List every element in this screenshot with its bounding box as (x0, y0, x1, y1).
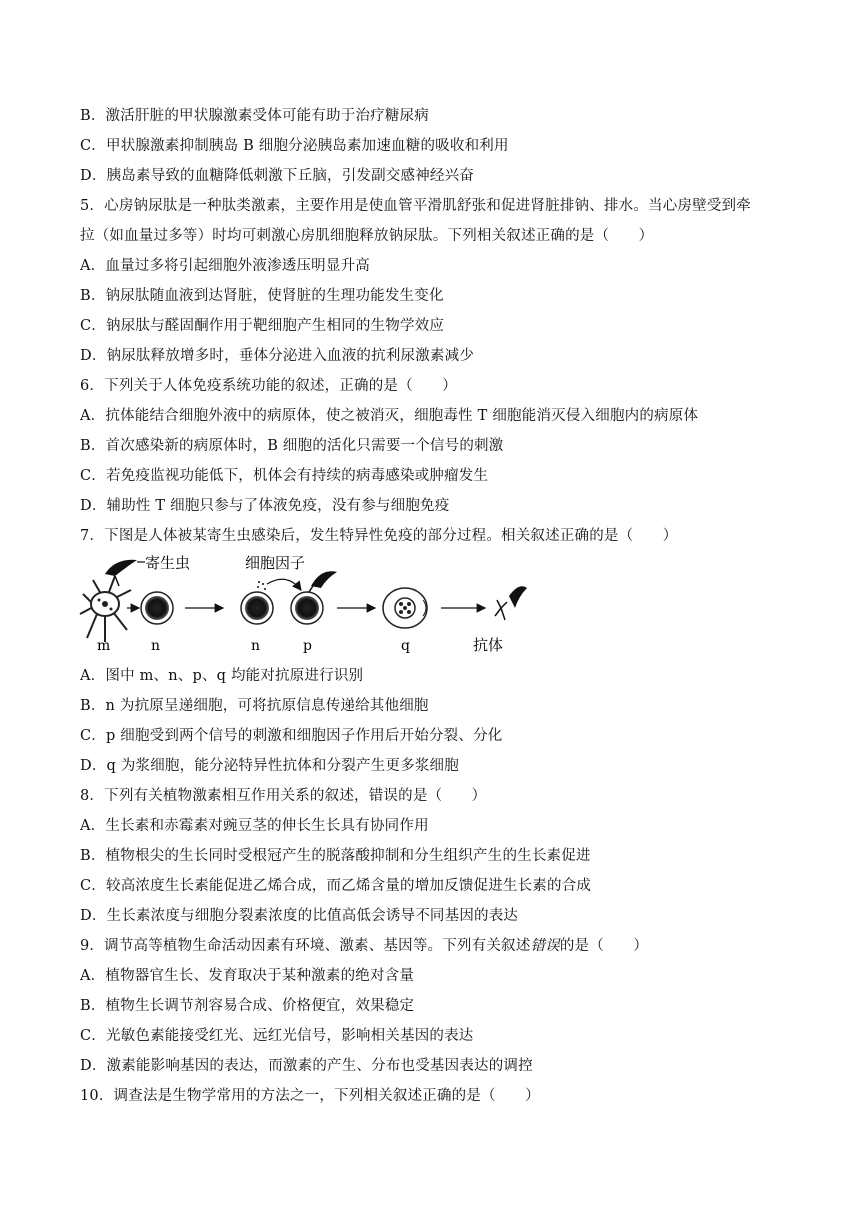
antibody-icon (495, 586, 527, 620)
label-n-first: n (151, 638, 161, 654)
q5-stem-line1: 5．心房钠尿肽是一种肽类激素，主要作用是使血管平滑肌舒张和促进肾脏排钠、排水。当心房壁受到牵 (80, 198, 751, 214)
label-m: m (97, 638, 111, 654)
parasite-icon (105, 560, 137, 586)
parasite-label: 寄生虫 (145, 554, 191, 572)
q7-option-b: B．n 为抗原呈递细胞，可将抗原信息传递给其他细胞 (80, 698, 429, 714)
q8-option-b: B．植物根尖的生长同时受根冠产生的脱落酸抑制和分生组织产生的生长素促进 (80, 848, 591, 864)
cytokine-dots (257, 581, 266, 590)
cell-n-first (141, 592, 173, 624)
q8-stem: 8．下列有关植物激素相互作用关系的叙述，错误的是（ ） (80, 788, 487, 804)
q5-option-d: D．钠尿肽释放增多时，垂体分泌进入血液的抗利尿激素减少 (80, 348, 475, 364)
q9-stem-emphasis: 错误 (530, 938, 560, 954)
q6-option-c: C．若免疫监视功能低下，机体会有持续的病毒感染或肿瘤发生 (80, 468, 489, 484)
q10-stem: 10．调查法是生物学常用的方法之一，下列相关叙述正确的是（ ） (80, 1088, 540, 1104)
q6-option-d: D．辅助性 T 细胞只参与了体液免疫，没有参与细胞免疫 (80, 498, 450, 514)
q7-option-c: C．p 细胞受到两个信号的刺激和细胞因子作用后开始分裂、分化 (80, 728, 503, 744)
cell-q (383, 588, 427, 628)
q9-option-a: A．植物器官生长、发育取决于某种激素的绝对含量 (80, 968, 415, 984)
label-n-second: n (251, 638, 261, 654)
q5-option-c: C．钠尿肽与醛固酮作用于靶细胞产生相同的生物学效应 (80, 318, 445, 334)
label-antibody: 抗体 (473, 636, 504, 654)
q5-option-a: A．血量过多将引起细胞外液渗透压明显升高 (80, 258, 370, 274)
q6-stem: 6．下列关于人体免疫系统功能的叙述，正确的是（ ） (80, 378, 457, 394)
q4-option-c: C．甲状腺激素抑制胰岛 B 细胞分泌胰岛素加速血糖的吸收和利用 (80, 138, 509, 154)
cell-p (291, 592, 323, 624)
q4-option-d: D．胰岛素导致的血糖降低刺激下丘脑，引发副交感神经兴奋 (80, 168, 475, 184)
parasite-p-icon (309, 571, 337, 592)
label-q: q (401, 638, 410, 654)
q4-option-b: B．激活肝脏的甲状腺激素受体可能有助于治疗糖尿病 (80, 108, 429, 124)
q9-stem-prefix: 9．调节高等植物生命活动因素有环境、激素、基因等。下列有关叙述 (80, 938, 531, 954)
q7-stem: 7．下图是人体被某寄生虫感染后，发生特异性免疫的部分过程。相关叙述正确的是（ ） (80, 528, 678, 544)
label-p: p (303, 638, 312, 654)
q9-stem (80, 936, 648, 956)
q8-option-d: D．生长素浓度与细胞分裂素浓度的比值高低会诱导不同基因的表达 (80, 908, 519, 924)
q9-stem-suffix: 的是（ ） (559, 938, 649, 954)
q6-option-a: A．抗体能结合细胞外液中的病原体，使之被消灭，细胞毒性 T 细胞能消灭侵入细胞内的病原体 (80, 408, 699, 424)
q9-option-c: C．光敏色素能接受红光、远红光信号，影响相关基因的表达 (80, 1028, 474, 1044)
q9-option-b: B．植物生长调节剂容易合成、价格便宜，效果稳定 (80, 998, 415, 1014)
q6-option-b: B．首次感染新的病原体时，B 细胞的活化只需要一个信号的刺激 (80, 438, 504, 454)
q8-option-a: A．生长素和赤霉素对豌豆茎的伸长生长具有协同作用 (80, 818, 429, 834)
q8-option-c: C．较高浓度生长素能促进乙烯合成，而乙烯含量的增加反馈促进生长素的合成 (80, 878, 592, 894)
cell-n-second (241, 592, 273, 624)
q5-option-b: B．钠尿肽随血液到达肾脏，使肾脏的生理功能发生变化 (80, 288, 444, 304)
q5-stem-line2: 拉（如血量过多等）时均可刺激心房肌细胞释放钠尿肽。下列相关叙述正确的是（ ） (80, 228, 654, 244)
q7-option-a: A．图中 m、n、p、q 均能对抗原进行识别 (80, 668, 364, 684)
cytokine-label: 细胞因子 (245, 554, 306, 572)
q9-option-d: D．激素能影响基因的表达，而激素的产生、分布也受基因表达的调控 (80, 1058, 533, 1074)
dendritic-cell-m (80, 576, 131, 642)
q7-option-d: D．q 为浆细胞，能分泌特异性抗体和分裂产生更多浆细胞 (80, 758, 459, 774)
immune-process-figure (75, 546, 555, 658)
